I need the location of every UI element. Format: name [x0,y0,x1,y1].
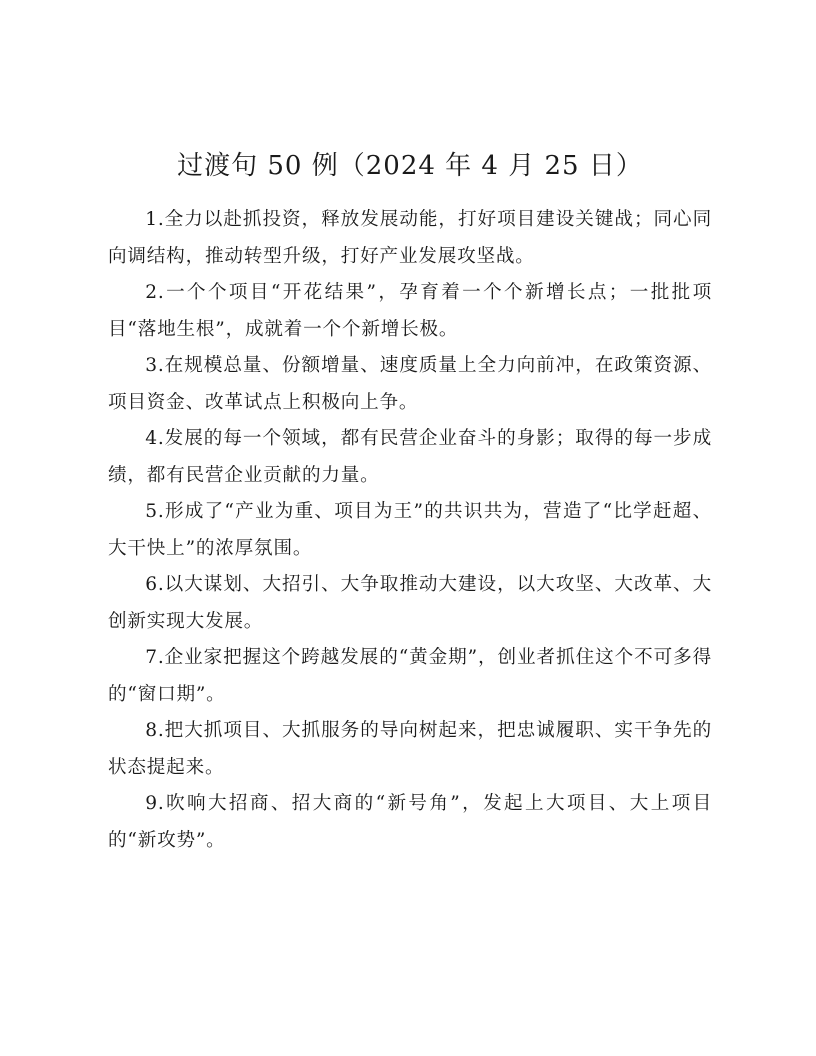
paragraph-8: 8.把大抓项目、大抓服务的导向树起来，把忠诚履职、实干争先的状态提起来。 [108,720,712,778]
paragraph-9: 9.吹响大招商、招大商的“新号角”，发起上大项目、大上项目的“新攻势”。 [108,793,712,851]
paragraph-2: 2.一个个项目“开花结果”，孕育着一个个新增长点；一批批项目“落地生根”，成就着一个个新增长极。 [108,282,712,340]
document-page [108,140,712,859]
document-title: 过渡句 50 例（2024 年 4 月 25 日） [177,151,643,181]
paragraph-3: 3.在规模总量、份额增量、速度质量上全力向前冲，在政策资源、项目资金、改革试点上积极向上争。 [108,355,712,413]
paragraph-6: 6.以大谋划、大招引、大争取推动大建设，以大攻坚、大改革、大创新实现大发展。 [108,574,712,632]
paragraph-1: 1.全力以赴抓投资，释放发展动能，打好项目建设关键战；同心同向调结构，推动转型升级，打好产业发展攻坚战。 [108,209,712,267]
paragraph-4: 4.发展的每一个领域，都有民营企业奋斗的身影；取得的每一步成绩，都有民营企业贡献的力量。 [108,428,712,486]
paragraph-7: 7.企业家把握这个跨越发展的“黄金期”，创业者抓住这个不可多得的“窗口期”。 [108,647,712,705]
paragraph-5: 5.形成了“产业为重、项目为王”的共识共为，营造了“比学赶超、大干快上”的浓厚氛围。 [108,501,712,559]
